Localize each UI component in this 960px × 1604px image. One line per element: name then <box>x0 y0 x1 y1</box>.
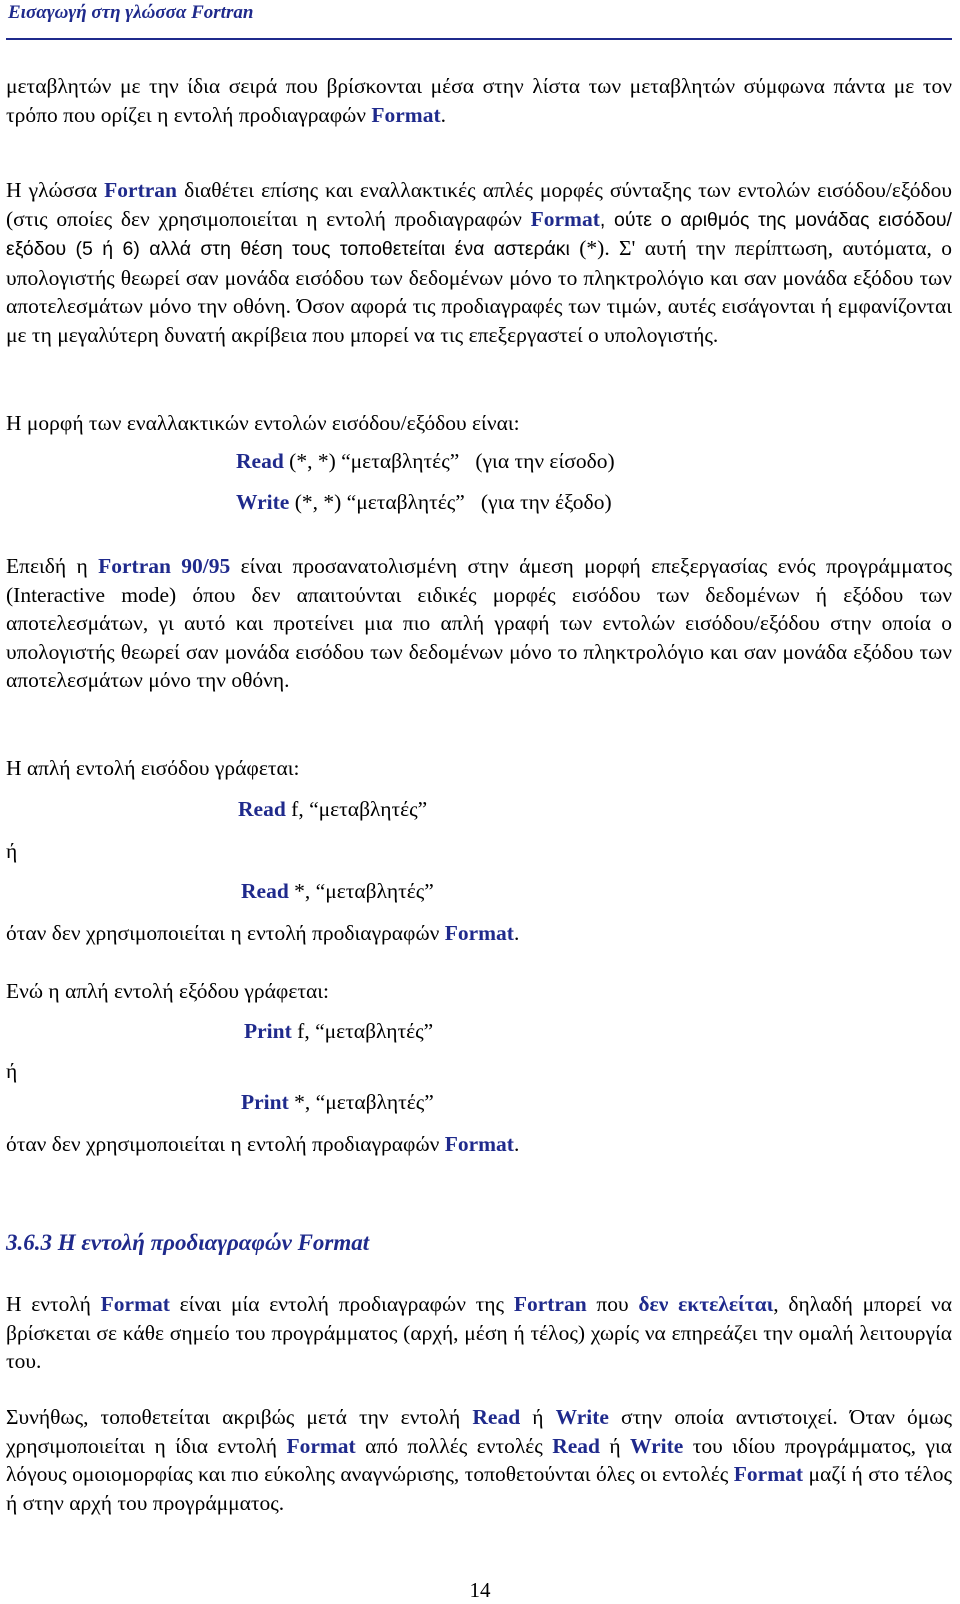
alt-read-line <box>236 447 615 475</box>
para4-t2: είναι προσανατολισμένη στην άμεση μορφή επεξεργασίας ενός προγράμματος (Interactive mode) όπου δεν απαιτούνται ειδικές μορφές εισόδου των δεδομένων ή εξόδου των αποτελεσμάτων, γι αυτό και προτείνει μια πιο απλή γραφή των εντολών εισόδου/εξόδου στην οποία ο υπολογιστής θεωρεί σαν μονάδα εισόδου των δεδομένων μόνο το πληκτρολόγιο και σαν μονάδα εξόδου των αποτελεσμάτων μόνο την οθόνη. <box>6 554 952 692</box>
keyword-read: Read <box>552 1433 600 1458</box>
para1-text: μεταβλητών με την ίδια σειρά που βρίσκονται μέσα στην λίστα των μεταβλητών σύμφωνα πάντα με τον τρόπο που ορίζει η εντολή προδιαγραφών <box>6 74 952 127</box>
keyword-format: Format <box>100 1292 170 1316</box>
print-f-args: f, “μεταβλητές” <box>291 1019 434 1043</box>
keyword-write: Write <box>630 1433 684 1458</box>
alt-read-args: (*, *) “μεταβλητές” (για την είσοδο) <box>283 449 615 473</box>
paragraph-8 <box>6 1403 952 1517</box>
para7-t2: είναι μία εντολή προδιαγραφών της <box>169 1292 514 1316</box>
keyword-format: Format <box>444 1132 514 1156</box>
when-format-not-used-2 <box>6 1130 519 1158</box>
keyword-read: Read <box>472 1405 521 1429</box>
para8-t1: Συνήθως, τοποθετείται ακριβώς μετά την εντολή <box>6 1405 473 1429</box>
para2-t4: (*). Σ' αυτή την περίπτωση, αυτόματα, ο υπολογιστής θεωρεί σαν μονάδα εισόδου των δεδομένων μόνο το πληκτρολόγιο και σαν μονάδα εξόδου των αποτελεσμάτων μόνο την οθόνη. Όσον αφορά τις προδιαγραφές των τιμών, αυτές εισάγονται ή εμφανίζονται με τη μεγαλύτερη δυνατή ακρίβεια που μπορεί να τις επεξεργαστεί ο υπολογιστής. <box>6 236 952 347</box>
page-number: 14 <box>469 1578 491 1602</box>
keyword-not-executed: δεν εκτελείται <box>638 1292 774 1316</box>
paragraph-7 <box>6 1290 952 1376</box>
when1-text: όταν δεν χρησιμοποιείται η εντολή προδιαγραφών <box>6 921 445 945</box>
read-f-args: f, “μεταβλητές” <box>285 797 428 821</box>
read-star-line <box>241 877 434 905</box>
keyword-print: Print <box>244 1019 292 1043</box>
para2-t1: Η γλώσσα <box>6 178 105 202</box>
para8-t3: στην οποία αντιστοιχεί. Όταν όμως χρησιμοποιείται η ίδια εντολή <box>6 1405 952 1458</box>
keyword-format: Format <box>733 1462 804 1486</box>
keyword-format: Format <box>286 1433 356 1458</box>
keyword-fortran-90-95: Fortran 90/95 <box>98 554 231 578</box>
header-rule <box>6 38 952 40</box>
paragraph-2 <box>6 176 952 349</box>
para4-t1: Επειδή η <box>6 554 99 578</box>
paragraph-5: Η απλή εντολή εισόδου γράφεται: <box>6 756 300 780</box>
para7-t4: , δηλαδή μπορεί να βρίσκεται σε κάθε σημείο του προγράμματος (αρχή, μέση ή τέλος) χωρίς να επηρεάζει την ομαλή λειτουργία του. <box>6 1292 952 1373</box>
keyword-format: Format <box>444 921 514 945</box>
paragraph-6: Ενώ η απλή εντολή εξόδου γράφεται: <box>6 979 330 1003</box>
para2-t3: , ούτε ο αριθμός της μονάδας εισόδου/εξόδου (5 ή 6) αλλά στη θέση τους τοποθετείται ένα αστεράκι <box>6 208 952 260</box>
para7-t3: που <box>586 1292 639 1316</box>
keyword-fortran: Fortran <box>513 1292 587 1316</box>
running-header: Εισαγωγή στη γλώσσα Fortran <box>8 2 254 23</box>
keyword-write: Write <box>555 1405 609 1429</box>
paragraph-1 <box>6 72 952 129</box>
para2-t2: διαθέτει επίσης και εναλλακτικές απλές μορφές σύνταξης των εντολών εισόδου/εξόδου (στις οποίες δεν χρησιμοποιείται η εντολή προδιαγραφών <box>6 178 952 231</box>
para8-t6: του ιδίου προγράμματος, για λόγους ομοιομορφίας και πιο εύκολης αναγνώρισης, τοποθετούνται όλες οι εντολές <box>6 1433 952 1486</box>
para8-t4: από πολλές εντολές <box>355 1433 553 1458</box>
paragraph-3: Η μορφή των εναλλακτικών εντολών εισόδου/εξόδου είναι: <box>6 411 520 435</box>
alt-write-line <box>236 488 612 516</box>
or-label-2: ή <box>6 1059 18 1083</box>
print-star-args: *, “μεταβλητές” <box>288 1090 434 1114</box>
print-f-line <box>244 1017 433 1045</box>
keyword-write: Write <box>236 490 290 514</box>
read-f-line <box>238 795 427 823</box>
when1-end: . <box>513 921 520 945</box>
alt-write-args: (*, *) “μεταβλητές” (για την έξοδο) <box>289 490 612 514</box>
keyword-format: Format <box>371 102 441 127</box>
section-heading: 3.6.3 Η εντολή προδιαγραφών Format <box>6 1230 370 1255</box>
para7-t1: Η εντολή <box>6 1292 101 1316</box>
para8-t5: ή <box>599 1433 630 1458</box>
print-star-line <box>241 1088 434 1116</box>
when-format-not-used-1 <box>6 919 519 947</box>
keyword-read: Read <box>236 449 284 473</box>
or-label-1: ή <box>6 839 18 863</box>
para8-t7: μαζί ή στο τέλος ή στην αρχή του προγράμματος. <box>6 1462 953 1515</box>
keyword-fortran: Fortran <box>104 178 178 202</box>
read-star-args: *, “μεταβλητές” <box>288 879 434 903</box>
keyword-format: Format <box>530 206 600 231</box>
para8-t2: ή <box>520 1405 556 1429</box>
keyword-read: Read <box>241 879 289 903</box>
paragraph-4 <box>6 552 952 695</box>
when2-text: όταν δεν χρησιμοποιείται η εντολή προδιαγραφών <box>6 1132 445 1156</box>
keyword-read: Read <box>238 797 286 821</box>
para1-end: . <box>440 102 446 127</box>
when2-end: . <box>513 1132 520 1156</box>
keyword-print: Print <box>241 1090 289 1114</box>
